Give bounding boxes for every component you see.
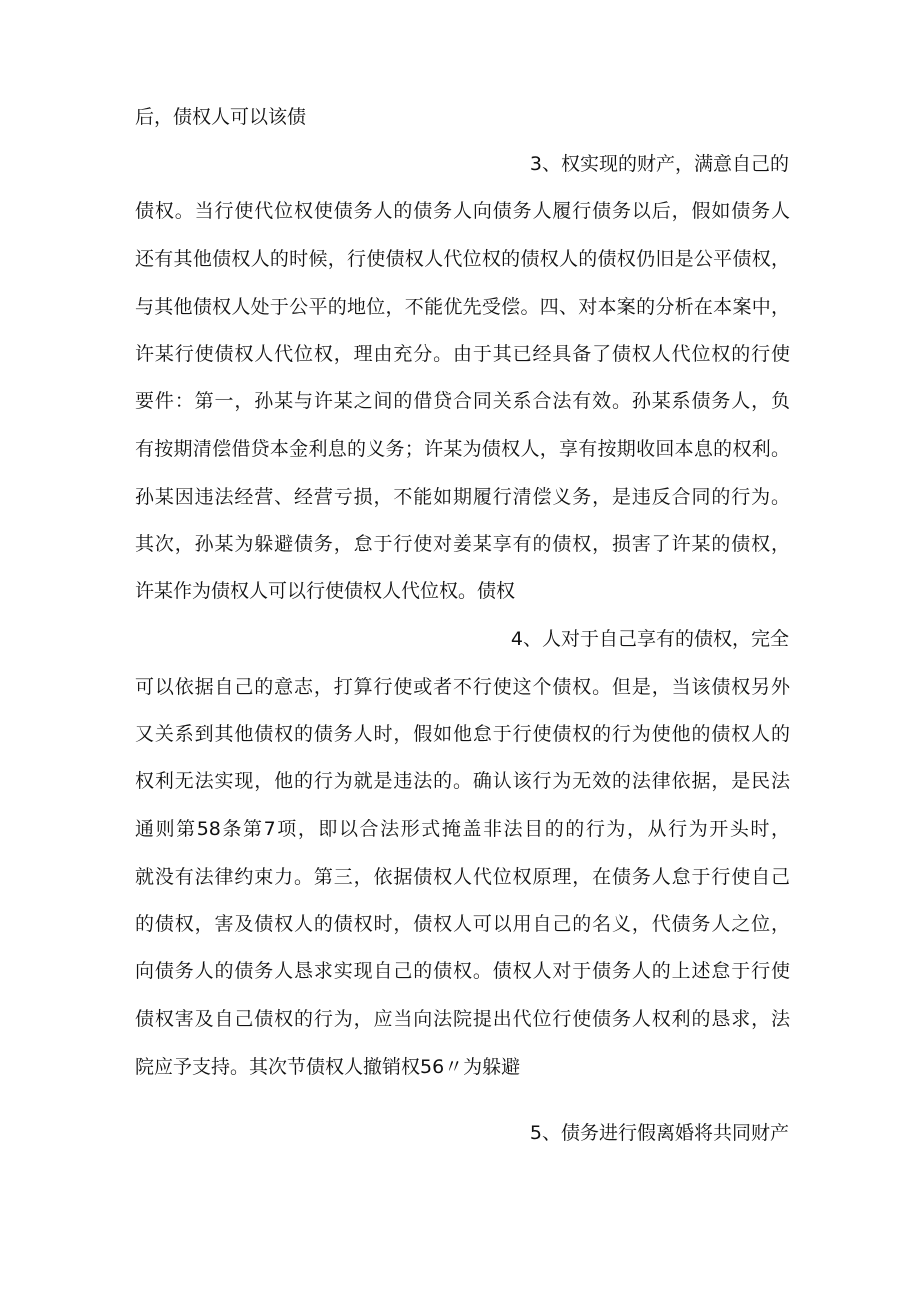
text-line: 院应予支持。其次节债权人撤销权56〃为躲避 (135, 1056, 521, 1078)
text-line: 其次，孙某为躲避债务，怠于行使对姜某享有的债权，损害了许某的债权， (135, 533, 790, 555)
text-line: 权利无法实现，他的行为就是违法的。确认该行为无效的法律依据，是民法 (135, 770, 790, 792)
text-line: 就没有法律约束力。第三，依据债权人代位权原理，在债务人怠于行使自己 (135, 866, 790, 888)
text-line: 债权。当行使代位权使债务人的债务人向债务人履行债务以后，假如债务人 (135, 200, 790, 222)
text-line: 孙某因违法经营、经营亏损，不能如期履行清偿义务，是违反合同的行为。 (135, 486, 790, 508)
text-line: 可以依据自己的意志，打算行使或者不行使这个债权。但是，当该债权另外 (135, 676, 790, 698)
text-line: 4、人对于自己享有的债权，完全 (510, 628, 789, 650)
text-line: 有按期清偿借贷本金利息的义务；许某为债权人，享有按期收回本息的权利。 (135, 438, 790, 460)
text-line: 后，债权人可以该债 (135, 106, 307, 128)
text-line: 许某作为债权人可以行使债权人代位权。债权 (135, 580, 516, 602)
text-line: 还有其他债权人的时候，行使债权人代位权的债权人的债权仍旧是公平债权， (135, 248, 790, 270)
text-line: 许某行使债权人代位权，理由充分。由于其已经具备了债权人代位权的行使 (135, 343, 790, 365)
text-line: 3、权实现的财产，满意自己的 (529, 153, 789, 175)
text-line: 向债务人的债务人恳求实现自己的债权。债权人对于债务人的上述怠于行使 (135, 960, 790, 982)
text-line: 债权害及自己债权的行为，应当向法院提出代位行使债务人权利的恳求，法 (135, 1008, 790, 1030)
text-line: 又关系到其他债权的债务人时，假如他怠于行使债权的行为使他的债权人的 (135, 723, 790, 745)
text-line: 5、债务进行假离婚将共同财产 (529, 1122, 789, 1144)
text-line: 与其他债权人处于公平的地位，不能优先受偿。四、对本案的分析在本案中， (135, 296, 790, 318)
text-line: 要件：第一，孙某与许某之间的借贷合同关系合法有效。孙某系债务人，负 (135, 390, 790, 412)
text-line: 通则第58条第7项，即以合法形式掩盖非法目的的行为，从行为开头时， (135, 818, 790, 840)
text-line: 的债权，害及债权人的债权时，债权人可以用自己的名义，代债务人之位， (135, 913, 790, 935)
